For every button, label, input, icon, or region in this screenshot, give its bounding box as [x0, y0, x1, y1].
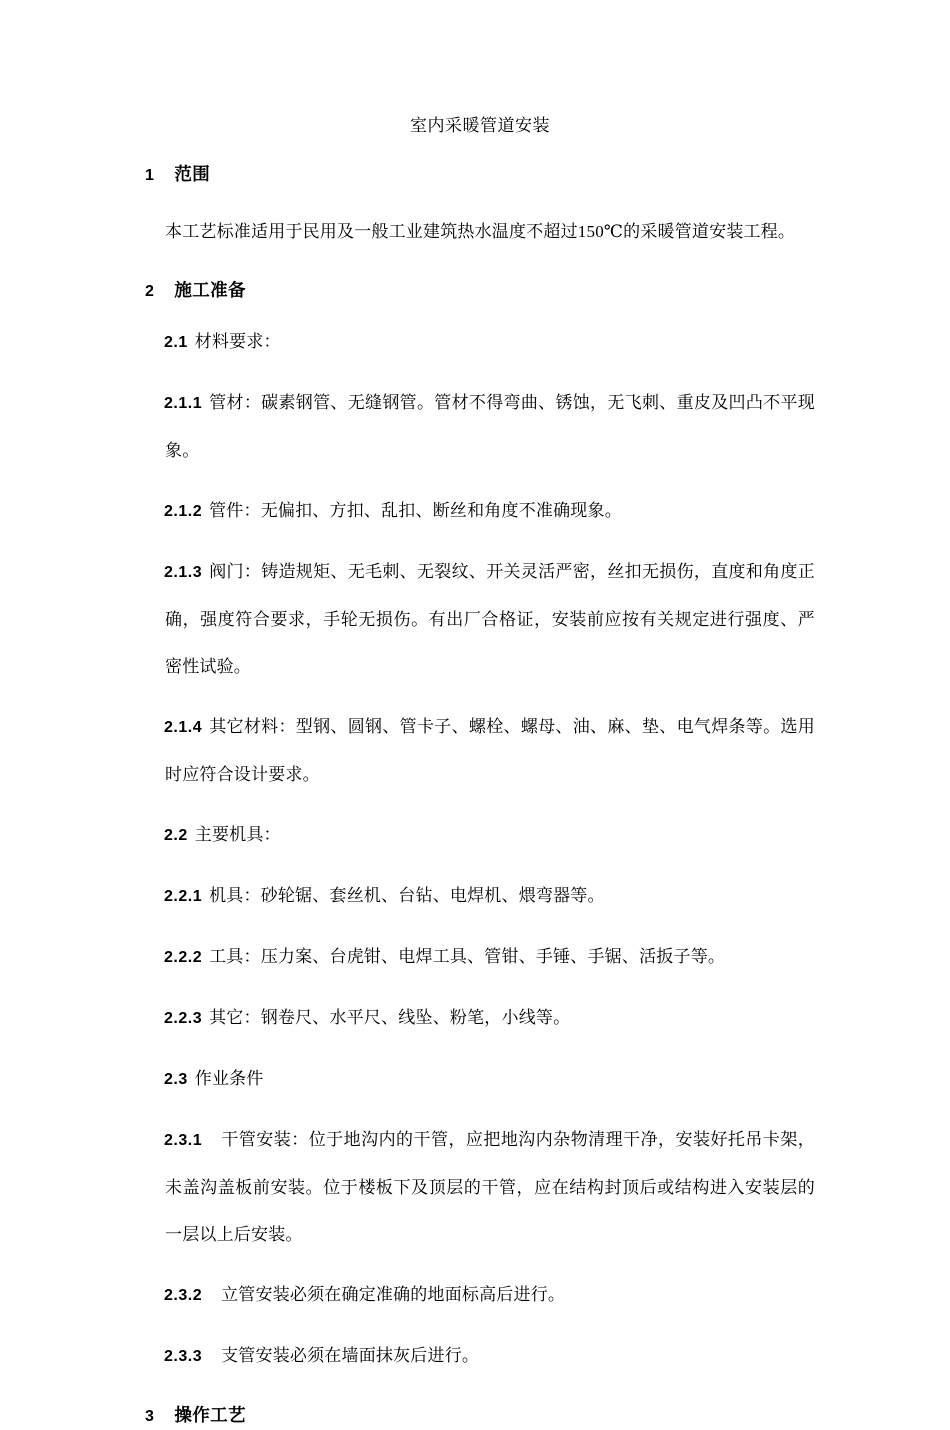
list-item [145, 305, 815, 366]
item-number: 2.1.4 [164, 719, 203, 736]
item-number: 2.2.1 [164, 888, 203, 905]
list-item [145, 1103, 815, 1258]
item-text: 支管安装必须在墙面抹灰后进行。 [221, 1346, 480, 1365]
document-title: 室内采暖管道安装 [410, 116, 550, 135]
section-1-paragraph: 本工艺标准适用于民用及一般工业建筑热水温度不超过150℃的采暖管道安装工程。 [165, 222, 796, 241]
section-number: 3 [145, 1408, 155, 1425]
section-heading-3 [145, 1380, 815, 1430]
item-number: 2.1.1 [164, 395, 203, 412]
item-text: 其它：钢卷尺、水平尺、线坠、粉笔，小线等。 [209, 1008, 571, 1027]
list-item [145, 1042, 815, 1103]
item-number: 2.1.3 [164, 564, 203, 581]
section-heading-label: 施工准备 [174, 280, 246, 300]
list-item [145, 981, 815, 1042]
list-item [145, 535, 815, 690]
list-item [145, 366, 815, 474]
item-number: 2.3.3 [164, 1348, 203, 1365]
item-number: 2.1 [164, 334, 188, 351]
item-text: 其它材料：型钢、圆钢、管卡子、螺栓、螺母、油、麻、垫、电气焊条等。选用时应符合设计要求。 [165, 717, 815, 784]
section-heading-1 [145, 139, 815, 189]
item-number: 2.1.2 [164, 503, 203, 520]
item-text: 管材：碳素钢管、无缝钢管。管材不得弯曲、锈蚀，无飞刺、重皮及凹凸不平现象。 [165, 393, 815, 460]
item-number: 2.3.2 [164, 1287, 203, 1304]
item-text: 作业条件 [194, 1069, 264, 1088]
list-item [145, 1319, 815, 1380]
list-item [145, 1258, 815, 1319]
section-heading-label: 操作工艺 [174, 1405, 246, 1425]
list-item [145, 474, 815, 535]
item-text: 机具：砂轮锯、套丝机、台钻、电焊机、煨弯器等。 [209, 886, 605, 905]
list-item [145, 798, 815, 859]
item-number: 2.2 [164, 827, 188, 844]
item-text: 阀门：铸造规矩、无毛刺、无裂纹、开关灵活严密，丝扣无损伤，直度和角度正确，强度符合要求，手轮无损伤。有出厂合格证，安装前应按有关规定进行强度、严密性试验。 [165, 562, 815, 676]
section-number: 2 [145, 283, 155, 300]
list-item [145, 859, 815, 920]
item-number: 2.2.3 [164, 1010, 203, 1027]
item-text: 主要机具： [194, 825, 281, 844]
item-text: 工具：压力案、台虎钳、电焊工具、管钳、手锤、手锯、活扳子等。 [209, 947, 726, 966]
document-body [145, 0, 815, 1430]
list-item [145, 920, 815, 981]
item-text: 材料要求： [194, 332, 281, 351]
item-number: 2.3.1 [164, 1132, 203, 1149]
item-text: 管件：无偏扣、方扣、乱扣、断丝和角度不准确现象。 [209, 501, 622, 520]
section-number: 1 [145, 167, 155, 184]
list-item [145, 690, 815, 798]
item-number: 2.3 [164, 1071, 188, 1088]
item-text: 立管安装必须在确定准确的地面标高后进行。 [221, 1285, 566, 1304]
item-text: 干管安装：位于地沟内的干管，应把地沟内杂物清理干净，安装好托吊卡架，未盖沟盖板前安装。位于楼板下及顶层的干管，应在结构封顶后或结构进入安装层的一层以上后安装。 [165, 1130, 815, 1244]
section-heading-label: 范围 [174, 164, 211, 184]
item-number: 2.2.2 [164, 949, 203, 966]
section-heading-2 [145, 255, 815, 305]
